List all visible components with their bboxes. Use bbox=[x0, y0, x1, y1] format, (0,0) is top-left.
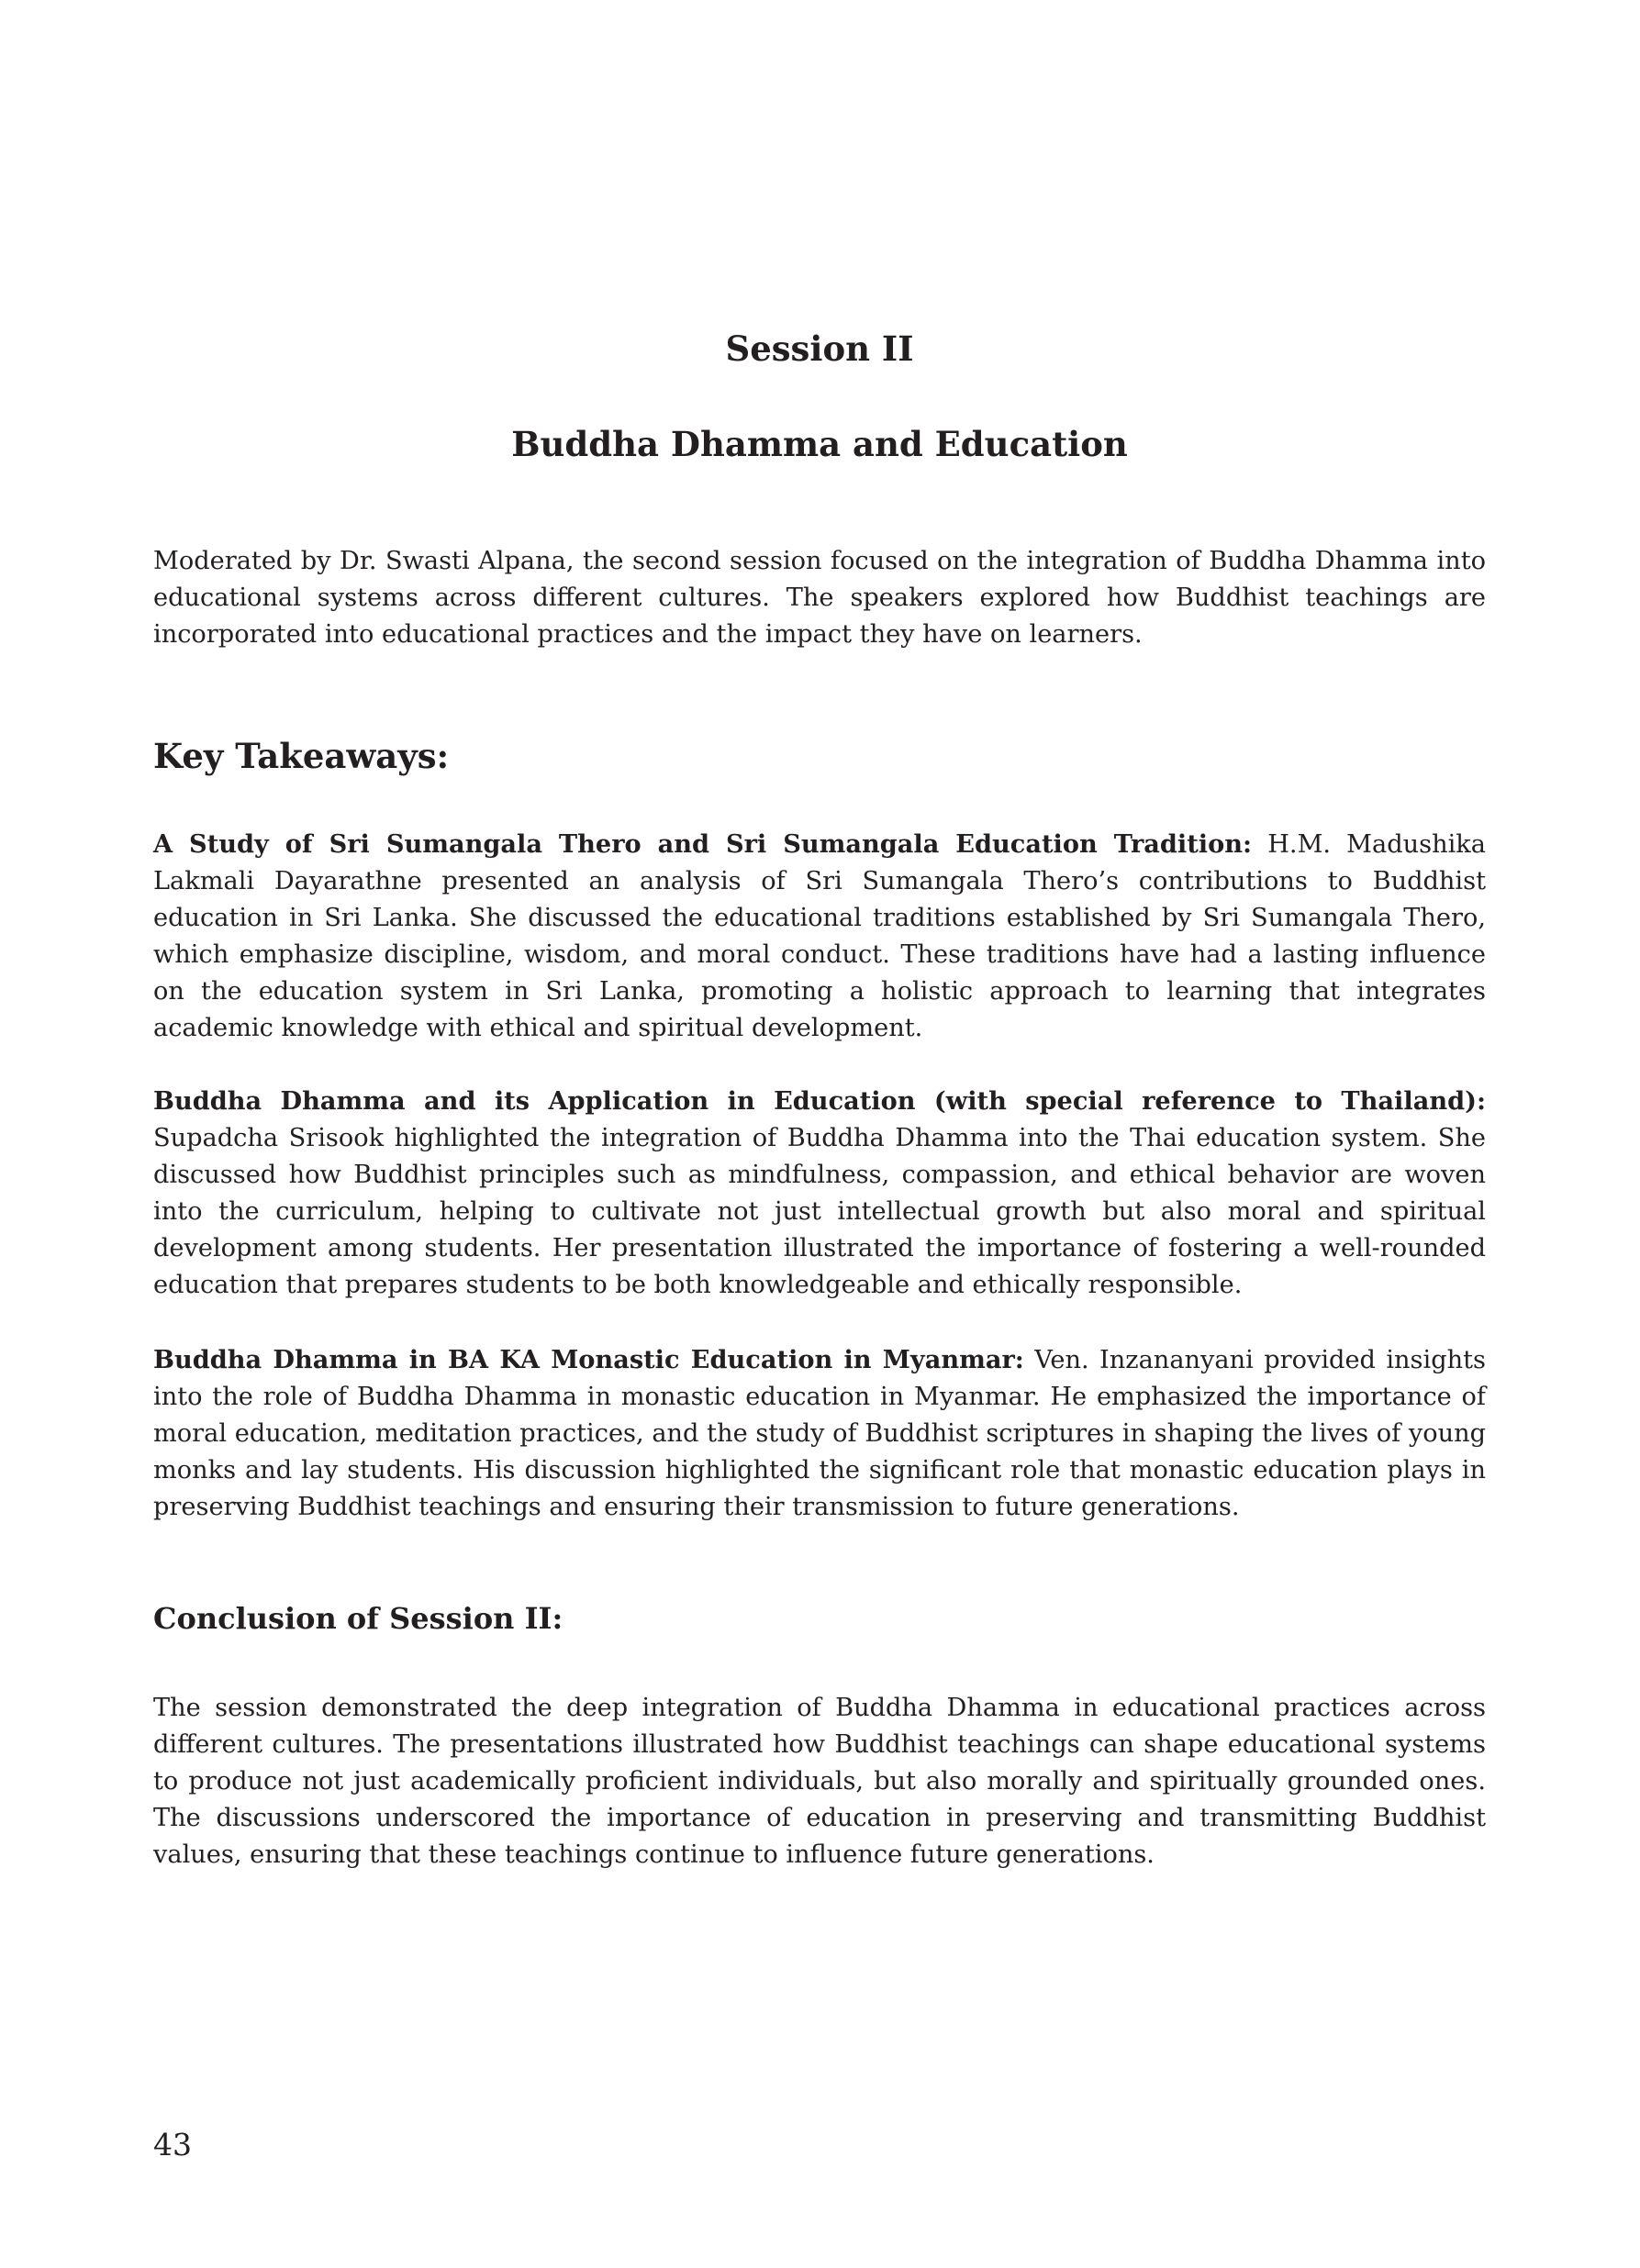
takeaway-body: H.M. Madushika Lakmali Dayarathne presented an analysis of Sri Sumangala Thero’s contributions to Buddhist education in Sri Lanka. She discussed the educational traditions established by Sri Sumangala Thero, which emphasize discipline, wisdom, and moral conduct. These traditions have had a lasting influence on the education system in Sri Lanka, promoting a holistic approach to learning that integrates academic knowledge with ethical and spiritual development. bbox=[153, 830, 1486, 1042]
takeaway-paragraph bbox=[153, 826, 1486, 1047]
conclusion-paragraph: The session demonstrated the deep integration of Buddha Dhamma in educational practices across different cultures. The presentations illustrated how Buddhist teachings can shape educational systems to produce not just academically proficient individuals, but also morally and spiritually grounded ones. The discussions underscored the importance of education in preserving and transmitting Buddhist values, ensuring that these teachings continue to influence future generations. bbox=[153, 1694, 1486, 1869]
page-content bbox=[153, 0, 1486, 2268]
conclusion-heading: Conclusion of Session II: bbox=[153, 1601, 563, 1636]
takeaway-lead: A Study of Sri Sumangala Thero and Sri Sumangala Education Tradition: bbox=[153, 829, 1253, 859]
takeaway-body: Ven. Inzananyani provided insights into the role of Buddha Dhamma in monastic education in Myanmar. He emphasized the importance of moral education, meditation practices, and the study of Buddhist scriptures in shaping the lives of young monks and lay students. His discussion highlighted the significant role that monastic education plays in preserving Buddhist teachings and ensuring their transmission to future generations. bbox=[153, 1346, 1486, 1521]
intro-paragraph: Moderated by Dr. Swasti Alpana, the second session focused on the integration of Buddha Dhamma into educational systems across different cultures. The speakers explored how Buddhist teachings are incorporated into educational practices and the impact they have on learners. bbox=[153, 547, 1486, 649]
page-number: 43 bbox=[153, 2127, 192, 2162]
session-label: Session II bbox=[725, 328, 914, 369]
takeaway-paragraph bbox=[153, 1083, 1486, 1304]
takeaway-lead: Buddha Dhamma and its Application in Education (with special reference to Thailand): bbox=[153, 1086, 1486, 1116]
takeaway-lead: Buddha Dhamma in BA KA Monastic Education in Myanmar: bbox=[153, 1345, 1024, 1374]
key-takeaways-heading: Key Takeaways: bbox=[153, 736, 450, 776]
takeaway-paragraph bbox=[153, 1341, 1486, 1526]
session-title: Buddha Dhamma and Education bbox=[511, 424, 1128, 464]
takeaway-body: Supadcha Srisook highlighted the integration of Buddha Dhamma into the Thai education system. She discussed how Buddhist principles such as mindfulness, compassion, and ethical behavior are woven into the curriculum, helping to cultivate not just intellectual growth but also moral and spiritual development among students. Her presentation illustrated the importance of fostering a well-rounded education that prepares students to be both knowledgeable and ethically responsible. bbox=[153, 1124, 1486, 1299]
